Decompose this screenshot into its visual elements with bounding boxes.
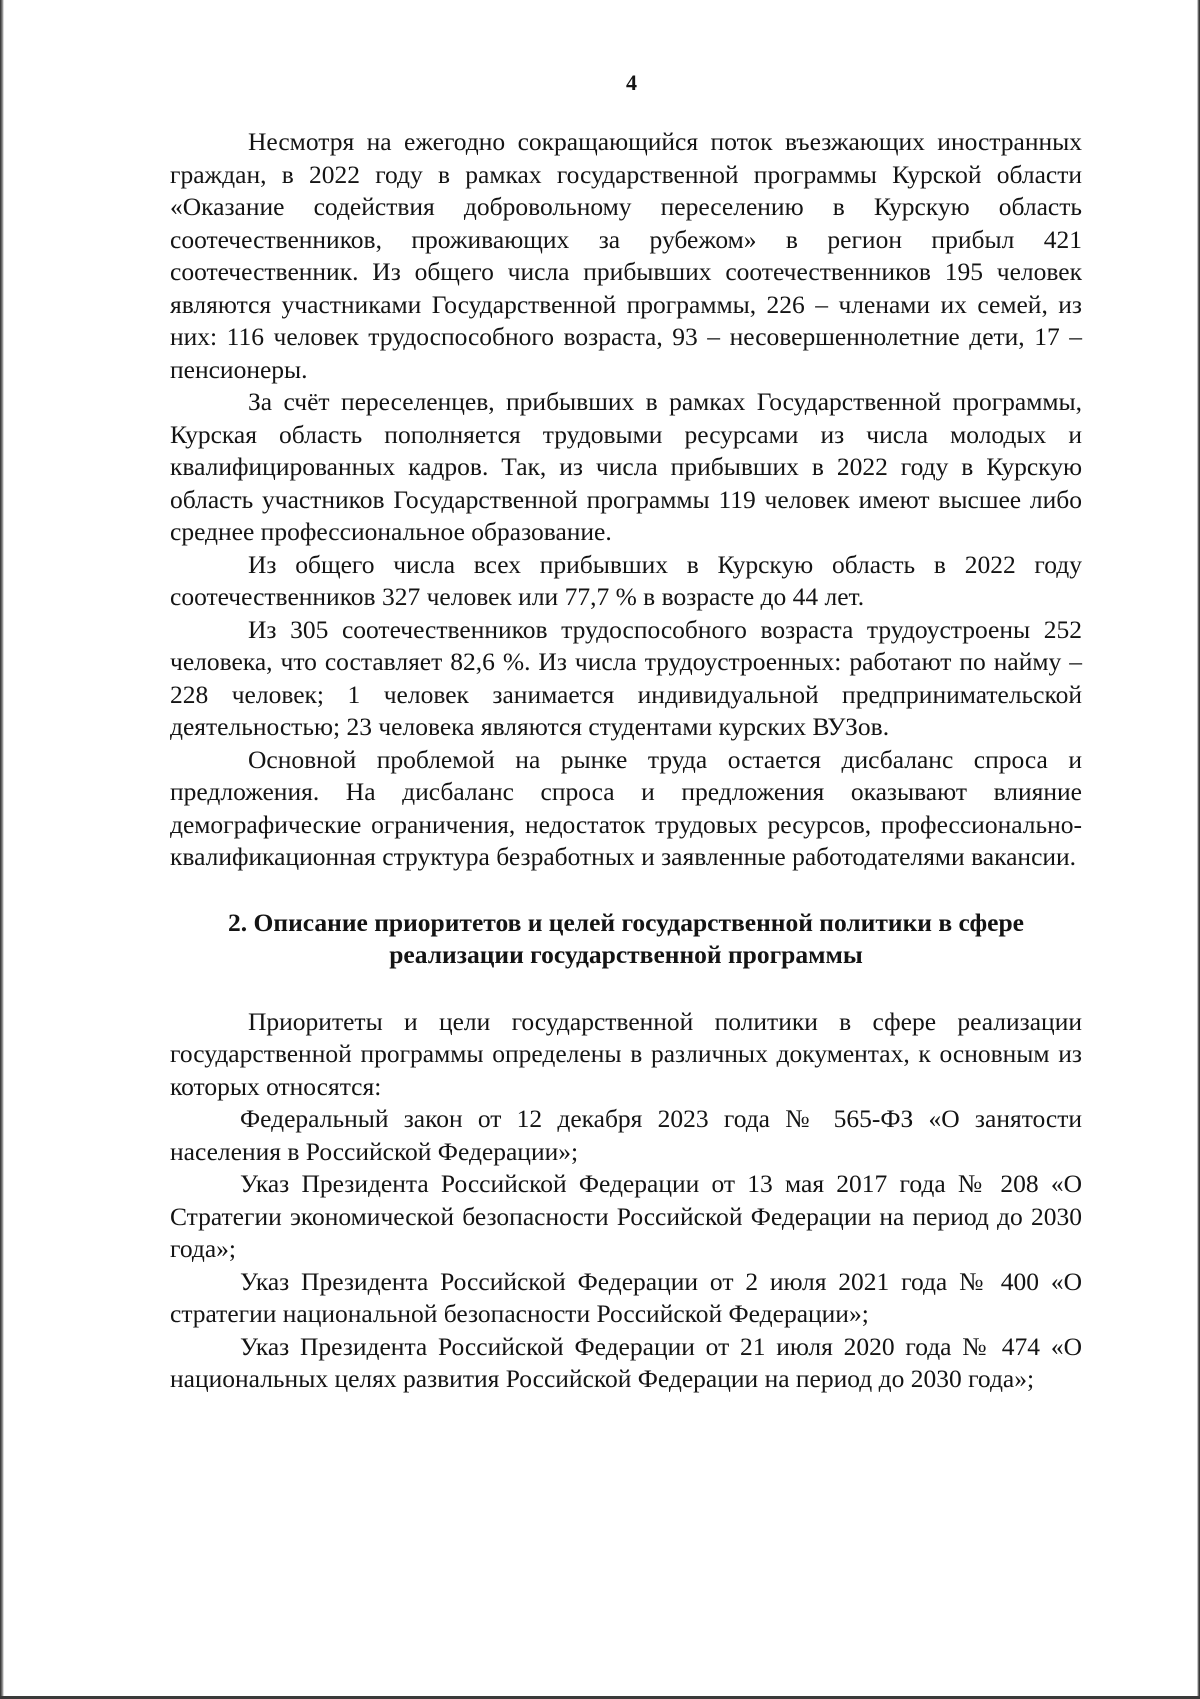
body-text xyxy=(170,126,1082,1396)
paragraph-decree-474: Указ Президента Российской Федерации от 21 июля 2020 года № 474 «О национальных целях развития Российской Федерации на период до 2030 года»; xyxy=(170,1331,1082,1393)
paragraph-decree-208: Указ Президента Российской Федерации от 13 мая 2017 года № 208 «О Стратегии экономической безопасности Российской Федерации на период до 2030 года»; xyxy=(170,1169,1082,1263)
paragraph-employment: Из 305 соотечественников трудоспособного возраста трудоустроены 252 человека, что составляет 82,6 %. Из числа трудоустроенных: работают по найму – 228 человек; 1 человек занимается индивидуальной предпринимательской деятельностью; 23 человека являются студентами курских ВУЗов. xyxy=(170,614,1082,741)
paragraph-decree-400: Указ Президента Российской Федерации от 2 июля 2021 года № 400 «О стратегии национальной безопасности Российской Федерации»; xyxy=(170,1266,1082,1328)
paragraph-compatriots-arrival: Несмотря на ежегодно сокращающийся поток въезжающих иностранных граждан, в 2022 году в рамках государственной программы Курской области «Оказание содействия добровольному переселению в Курскую область соотечественников, проживающих за рубежом» в регион прибыл 421 соотечественник. Из общего числа прибывших соотечественников 195 человек являются участниками Государственной программы, 226 – членами их семей, из них: 116 человек трудоспособного возраста, 93 – несовершеннолетние дети, 17 – пенсионеры. xyxy=(170,127,1082,384)
section-heading: 2. Описание приоритетов и целей государственной политики в сфере реализации государственной программы xyxy=(228,907,1024,969)
scan-edge-left xyxy=(0,0,4,1699)
paragraph-federal-law: Федеральный закон от 12 декабря 2023 года № 565-ФЗ «О занятости населения в Российской Федерации»; xyxy=(170,1104,1082,1166)
page-number: 4 xyxy=(626,70,637,95)
paragraph-age-structure: Из общего числа всех прибывших в Курскую область в 2022 году соотечественников 327 человек или 77,7 % в возрасте до 44 лет. xyxy=(170,549,1082,611)
paragraph-labor-market-problem: Основной проблемой на рынке труда остается дисбаланс спроса и предложения. На дисбаланс спроса и предложения оказывают влияние демографические ограничения, недостаток трудовых ресурсов, профессионально-квалификационная структура безработных и заявленные работодателями вакансии. xyxy=(170,744,1082,871)
paragraph-priorities-intro: Приоритеты и цели государственной политики в сфере реализации государственной программы определены в различных документах, к основным из которых относятся: xyxy=(170,1006,1082,1101)
paragraph-labor-resources: За счёт переселенцев, прибывших в рамках Государственной программы, Курская область пополняется трудовыми ресурсами из числа молодых и квалифицированных кадров. Так, из числа прибывших в 2022 году в Курскую область участников Государственной программы 119 человек имеют высшее либо среднее профессиональное образование. xyxy=(170,387,1082,546)
